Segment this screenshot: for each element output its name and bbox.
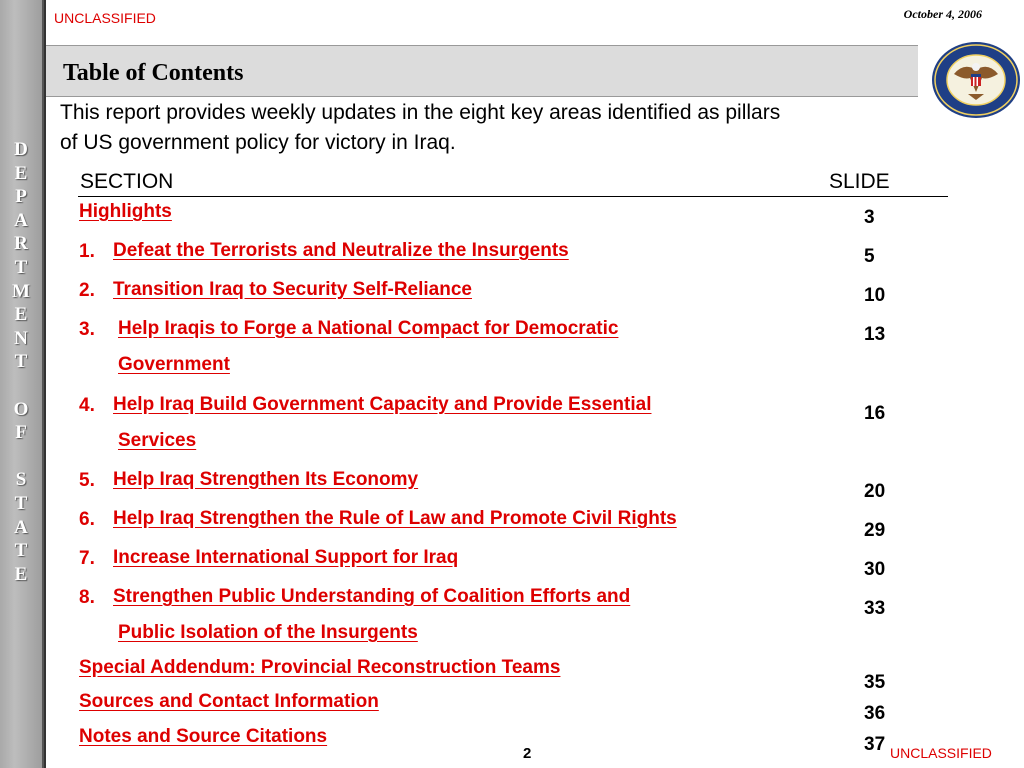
department-of-state-vertical-text	[0, 138, 42, 586]
sidebar-divider	[44, 0, 46, 768]
sidebar-letter: N	[14, 327, 28, 349]
toc-link-rule-of-law[interactable]: Help Iraq Strengthen the Rule of Law and Promote Civil Rights	[113, 508, 677, 529]
toc-number-7: 7.	[79, 548, 95, 569]
sidebar-letter: E	[14, 162, 28, 184]
toc-link-government-capacity[interactable]: Help Iraq Build Government Capacity and Provide Essential	[113, 394, 652, 415]
toc-link-special-addendum[interactable]: Special Addendum: Provincial Reconstruction Teams	[79, 657, 561, 678]
slide-number: 33	[864, 598, 886, 619]
sidebar-letter: P	[15, 186, 27, 208]
classification-label-top: UNCLASSIFIED	[54, 10, 156, 26]
slide-number: 30	[864, 559, 886, 580]
toc-link-international-support[interactable]: Increase International Support for Iraq	[113, 547, 459, 568]
section-column-header: SECTION	[80, 170, 174, 193]
slide-number: 16	[864, 403, 886, 424]
toc-number-5: 5.	[79, 470, 95, 491]
sidebar-letter	[0, 374, 42, 398]
toc-link-notes-citations[interactable]: Notes and Source Citations	[79, 726, 328, 747]
toc-number-3: 3.	[79, 319, 95, 340]
slide-number: 20	[864, 481, 886, 502]
sidebar-letter	[0, 445, 42, 469]
toc-link-economy[interactable]: Help Iraq Strengthen Its Economy	[113, 469, 419, 490]
toc-number-8: 8.	[79, 587, 95, 608]
intro-line-2: of US government policy for victory in Iraq.	[60, 131, 456, 154]
sidebar-letter: A	[14, 516, 28, 538]
header-rule	[78, 196, 948, 197]
sidebar-letter: D	[14, 139, 28, 160]
slide-number: 3	[864, 207, 875, 228]
toc-number-1: 1.	[79, 241, 95, 262]
toc-number-6: 6.	[79, 509, 95, 530]
sidebar-letter: A	[14, 209, 28, 231]
date-label: October 4, 2006	[903, 7, 982, 21]
toc-number-4: 4.	[79, 395, 95, 416]
sidebar-letter: M	[12, 280, 30, 302]
sidebar-letter: E	[14, 304, 28, 326]
sidebar-letter: F	[15, 422, 27, 444]
slide-number: 5	[864, 246, 875, 267]
slide-number: 37	[864, 734, 886, 755]
toc-link-national-compact[interactable]: Help Iraqis to Forge a National Compact for Democratic	[118, 318, 619, 339]
toc-link-defeat-terrorists[interactable]: Defeat the Terrorists and Neutralize the Insurgents	[113, 240, 569, 261]
page-title: Table of Contents	[63, 60, 244, 86]
toc-link-national-compact-line-2[interactable]: Government	[118, 354, 230, 375]
toc-number-2: 2.	[79, 280, 95, 301]
slide-number: 29	[864, 520, 886, 541]
slide-number: 13	[864, 324, 886, 345]
page-number: 2	[523, 745, 532, 762]
slide-number: 10	[864, 285, 886, 306]
toc-link-government-capacity-line-2[interactable]: Services	[118, 430, 197, 451]
slide-column-header: SLIDE	[829, 170, 890, 193]
classification-label-bottom: UNCLASSIFIED	[890, 745, 992, 761]
intro-line-1: This report provides weekly updates in the eight key areas identified as pillars	[60, 101, 781, 124]
sidebar-letter: T	[14, 351, 28, 373]
toc-link-sources-contact[interactable]: Sources and Contact Information	[79, 691, 379, 712]
slide-number: 36	[864, 703, 886, 724]
sidebar-letter: S	[15, 469, 27, 491]
sidebar-letter: T	[14, 492, 28, 514]
toc-link-public-understanding[interactable]: Strengthen Public Understanding of Coalition Efforts and	[113, 586, 631, 607]
sidebar-letter: E	[14, 563, 28, 585]
toc-link-security-self-reliance[interactable]: Transition Iraq to Security Self-Reliance	[113, 279, 472, 300]
slide-number: 35	[864, 672, 886, 693]
toc-link-public-understanding-line-2[interactable]: Public Isolation of the Insurgents	[118, 622, 418, 643]
sidebar-letter: T	[14, 540, 28, 562]
toc-link-highlights[interactable]: Highlights	[79, 201, 172, 222]
sidebar-letter: O	[13, 398, 29, 420]
sidebar-letter: R	[14, 233, 28, 255]
sidebar-letter: T	[14, 256, 28, 278]
intro-paragraph	[60, 98, 950, 158]
